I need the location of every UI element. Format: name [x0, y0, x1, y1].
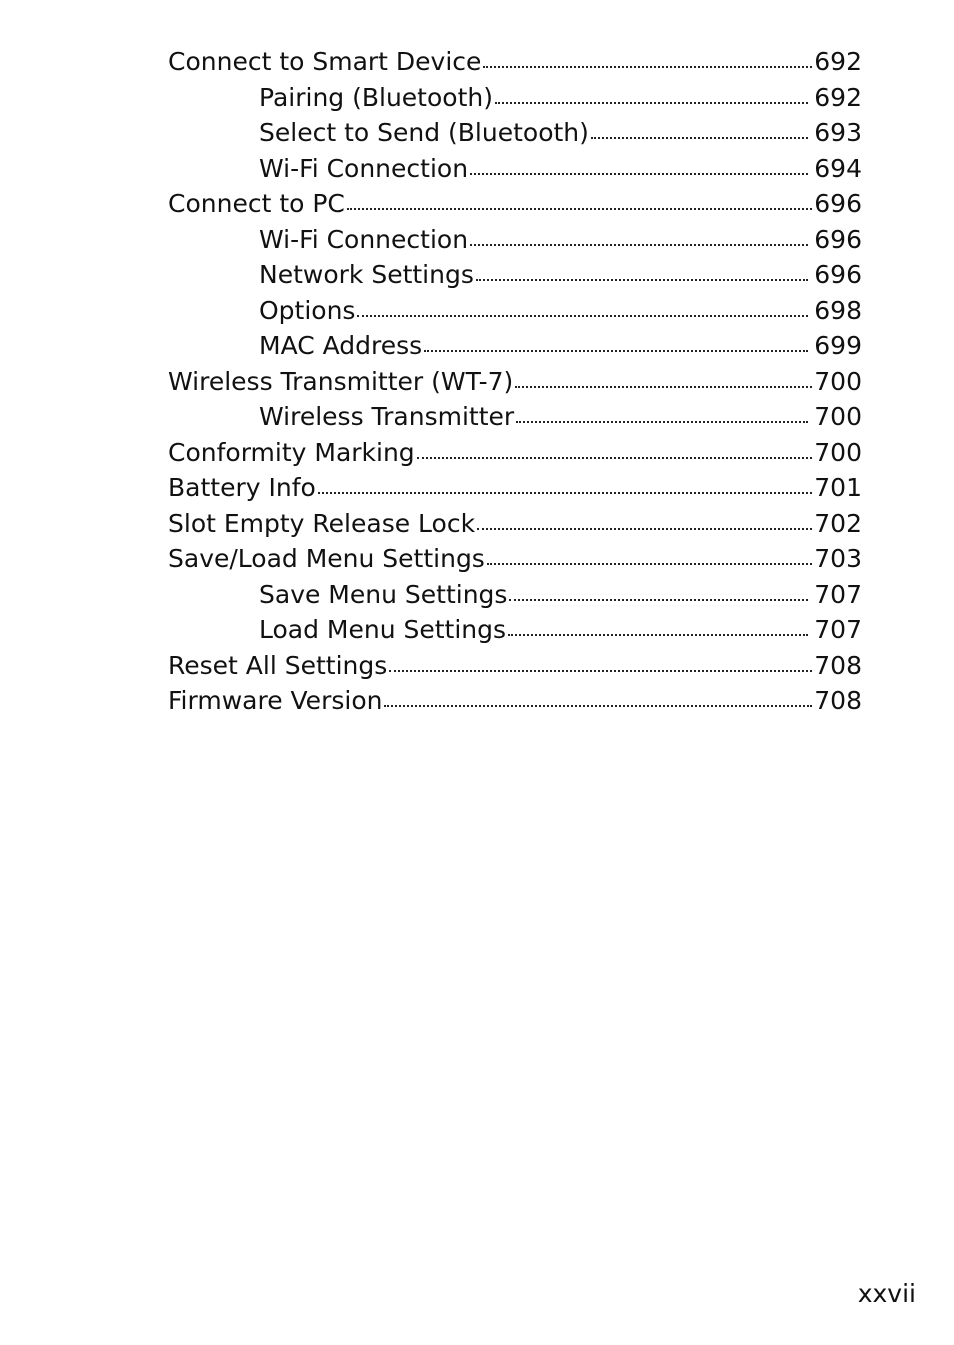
toc-subentry[interactable]	[168, 222, 862, 258]
toc-entry[interactable]	[168, 364, 862, 400]
toc-entry[interactable]	[168, 683, 862, 719]
toc-entry-title: Battery Info	[168, 473, 316, 502]
toc-entry-page: 699	[814, 331, 862, 360]
toc-subentry[interactable]	[168, 115, 862, 151]
toc-entry-title: Connect to Smart Device	[168, 47, 482, 76]
dot-leader	[516, 400, 808, 425]
toc-entry-title: Network Settings	[259, 260, 474, 289]
toc-entry-title: Save/Load Menu Settings	[168, 544, 485, 573]
toc-entry-page: 707	[814, 615, 862, 644]
dot-leader	[417, 436, 813, 461]
toc-entry-title: Load Menu Settings	[259, 615, 507, 644]
dot-leader	[477, 507, 812, 532]
toc-entry-page: 708	[814, 650, 862, 680]
dot-leader	[424, 329, 808, 354]
toc-subentry[interactable]	[168, 577, 862, 613]
toc-entry-title: Conformity Marking	[168, 437, 415, 467]
toc-entry-title: Save Menu Settings	[259, 579, 508, 609]
toc-entry-page: 702	[814, 508, 862, 538]
toc-entry-page: 692	[814, 82, 862, 112]
toc-entry[interactable]	[168, 648, 862, 684]
dot-leader	[508, 613, 808, 638]
toc-entry-title: Firmware Version	[168, 686, 383, 715]
toc-entry[interactable]	[168, 44, 862, 80]
toc-entry-page: 700	[814, 366, 862, 396]
toc-entry-page: 701	[814, 473, 862, 502]
toc-entry-page: 696	[814, 224, 862, 254]
toc-entry-page: 693	[814, 118, 862, 147]
toc-entry[interactable]	[168, 506, 862, 542]
toc-entry-title: MAC Address	[259, 331, 423, 360]
table-of-contents	[168, 44, 862, 719]
toc-entry-page: 698	[814, 295, 862, 325]
toc-entry-title: Reset All Settings	[168, 650, 388, 680]
toc-entry-title: Wi-Fi Connection	[259, 224, 469, 254]
dot-leader	[509, 578, 808, 603]
toc-subentry[interactable]	[168, 151, 862, 187]
dot-leader	[347, 187, 812, 212]
toc-entry[interactable]	[168, 186, 862, 222]
toc-subentry[interactable]	[168, 399, 862, 435]
toc-entry-page: 696	[814, 189, 862, 218]
toc-subentry[interactable]	[168, 80, 862, 116]
toc-entry[interactable]	[168, 435, 862, 471]
toc-entry-page: 700	[814, 437, 862, 467]
dot-leader	[591, 116, 808, 141]
toc-entry-title: Connect to PC	[168, 189, 345, 218]
toc-entry-page: 703	[814, 544, 862, 573]
toc-subentry[interactable]	[168, 293, 862, 329]
toc-subentry[interactable]	[168, 612, 862, 648]
toc-entry-page: 696	[814, 260, 862, 289]
toc-entry-title: Slot Empty Release Lock	[168, 508, 476, 538]
toc-entry-title: Pairing (Bluetooth)	[259, 82, 493, 112]
toc-entry-title: Wireless Transmitter	[259, 402, 515, 431]
dot-leader	[495, 81, 808, 106]
dot-leader	[470, 223, 808, 248]
toc-entry-page: 708	[814, 686, 862, 715]
toc-entry[interactable]	[168, 541, 862, 577]
dot-leader	[487, 542, 812, 567]
toc-subentry[interactable]	[168, 328, 862, 364]
dot-leader	[483, 45, 812, 70]
toc-entry-title: Select to Send (Bluetooth)	[259, 118, 589, 147]
toc-subentry[interactable]	[168, 257, 862, 293]
toc-entry-page: 707	[814, 579, 862, 609]
dot-leader	[389, 649, 812, 674]
toc-entry-page: 700	[814, 402, 862, 431]
dot-leader	[476, 258, 808, 283]
dot-leader	[515, 365, 812, 390]
dot-leader	[318, 471, 812, 496]
dot-leader	[384, 684, 812, 709]
toc-entry-page: 692	[814, 47, 862, 76]
dot-leader	[470, 152, 808, 177]
toc-entry[interactable]	[168, 470, 862, 506]
toc-entry-title: Options	[259, 295, 356, 325]
toc-entry-title: Wireless Transmitter (WT-7)	[168, 366, 514, 396]
page-number: xxvii	[857, 1279, 916, 1308]
toc-entry-page: 694	[814, 153, 862, 183]
toc-entry-title: Wi-Fi Connection	[259, 153, 469, 183]
dot-leader	[357, 294, 808, 319]
